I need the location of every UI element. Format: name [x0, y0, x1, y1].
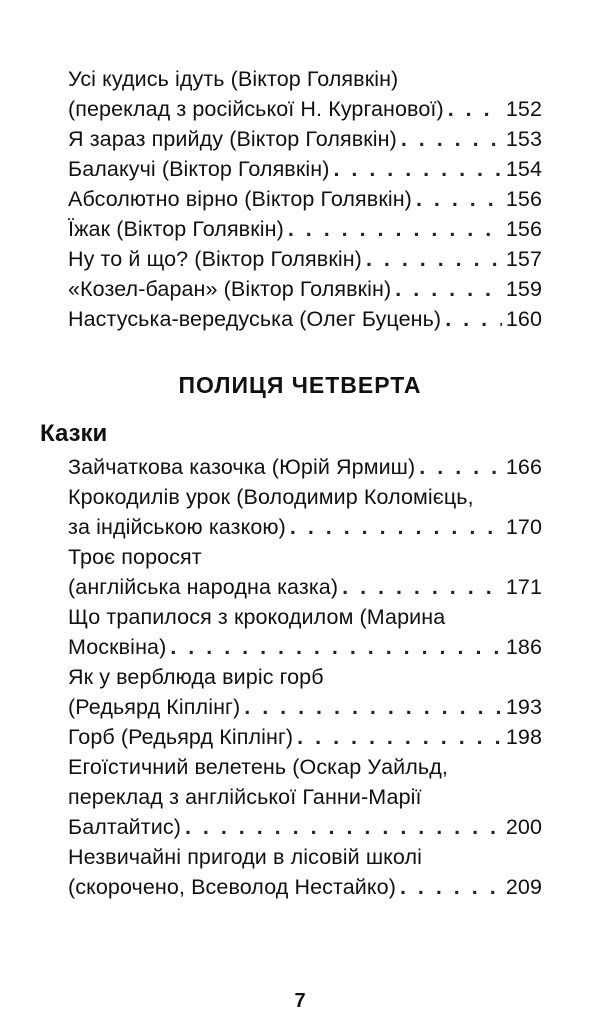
toc-entry-page: 198 [505, 725, 542, 749]
toc-entry [68, 124, 542, 154]
toc-entry-title: (скорочено, Всеволод Нестайко) [68, 875, 396, 899]
subsection-heading: Казки [40, 420, 108, 447]
toc-entry-title: Їжак (Віктор Голявкін) [68, 217, 284, 241]
toc-entry-page: 171 [505, 575, 542, 599]
toc-entry-title: за індійською казкою) [68, 515, 286, 539]
toc-entry-text-line: Егоїстичний велетень (Оскар Уайльд, [68, 755, 448, 779]
toc-entry-title: (Редьярд Кіплінг) [68, 695, 241, 719]
toc-entry [68, 304, 542, 334]
page-number: 7 [294, 990, 306, 1012]
dot-leader [290, 512, 502, 542]
toc-entry-leader-line [68, 274, 542, 304]
toc-entry-title: Балакучі (Віктор Голявкін) [68, 157, 330, 181]
toc-entry-title: Настуська-вередуська (Олег Буцень) [68, 307, 442, 331]
toc-entry-title: Зайчаткова казочка (Юрій Ярмиш) [68, 455, 416, 479]
toc-entry [68, 274, 542, 304]
toc-entry-title: (англійська народна казка) [68, 575, 339, 599]
toc-entry-title: Горб (Редьярд Кіплінг) [68, 725, 294, 749]
toc-entry-page: 186 [505, 635, 542, 659]
toc-entry-text-line: Що трапилося з крокодилом (Марина [68, 605, 446, 629]
toc-entry-leader-line [68, 692, 542, 722]
toc-entry-text-line: Незвичайні пригоди в лісовій школі [68, 845, 423, 869]
dot-leader [445, 304, 502, 334]
toc-entry-page: 157 [505, 247, 542, 271]
dot-leader [170, 632, 501, 662]
section-heading: ПОЛИЦЯ ЧЕТВЕРТА [178, 372, 422, 398]
toc-entry-leader-line [68, 154, 542, 184]
toc-entry [68, 214, 542, 244]
toc-entry [68, 452, 542, 482]
toc-entry-page: 170 [505, 515, 542, 539]
toc-entry-text-line: Крокодилів урок (Володимир Коломієць, [68, 485, 474, 509]
toc-entry-leader-line [68, 244, 542, 274]
toc-entry-page: 193 [505, 695, 542, 719]
toc-entry-text-line: Як у верблюда виріс горб [68, 665, 324, 689]
toc-entry-page: 156 [505, 187, 542, 211]
toc-entry-title: Балтайтис) [68, 815, 181, 839]
toc-entry-page: 159 [505, 277, 542, 301]
dot-leader [297, 722, 502, 752]
dot-leader [400, 872, 502, 902]
toc-entry-page: 166 [505, 455, 542, 479]
toc-entry-leader-line [68, 304, 542, 334]
dot-leader [395, 274, 502, 304]
toc-entry [68, 154, 542, 184]
toc-entry-title: Я зараз прийду (Віктор Голявкін) [68, 127, 397, 151]
toc-entry-leader-line [68, 124, 542, 154]
dot-leader [416, 184, 502, 214]
toc-list-bottom [68, 452, 542, 902]
toc-entry-page: 152 [505, 97, 542, 121]
dot-leader [448, 94, 502, 124]
dot-leader [366, 244, 502, 274]
toc-entry-page: 200 [505, 815, 542, 839]
dot-leader [333, 154, 501, 184]
dot-leader [288, 214, 502, 244]
toc-entry [68, 482, 542, 542]
dot-leader [401, 124, 502, 154]
toc-entry-leader-line [68, 452, 542, 482]
toc-entry [68, 542, 542, 602]
toc-entry-leader-line [68, 512, 542, 542]
toc-entry-title: Абсолютно вірно (Віктор Голявкін) [68, 187, 412, 211]
toc-entry-leader-line [68, 722, 542, 752]
toc-list-top [68, 64, 542, 334]
toc-entry-leader-line [68, 184, 542, 214]
toc-entry-text-line: переклад з англійської Ганни-Марії [68, 785, 422, 809]
toc-entry-title: Ну то й що? (Віктор Голявкін) [68, 247, 362, 271]
toc-entry-leader-line [68, 572, 542, 602]
toc-entry-leader-line [68, 632, 542, 662]
toc-entry-leader-line [68, 812, 542, 842]
toc-entry-leader-line [68, 94, 542, 124]
toc-entry-page: 160 [505, 307, 542, 331]
toc-entry-title: «Козел-баран» (Віктор Голявкін) [68, 277, 392, 301]
toc-entry-title: Москвіна) [68, 635, 167, 659]
dot-leader [342, 572, 502, 602]
dot-leader [419, 452, 502, 482]
toc-entry-page: 154 [505, 157, 542, 181]
toc-entry [68, 244, 542, 274]
toc-entry-text-line: Троє поросят [68, 545, 202, 569]
toc-entry-leader-line [68, 214, 542, 244]
toc-entry [68, 184, 542, 214]
toc-entry [68, 752, 542, 842]
toc-entry-leader-line [68, 872, 542, 902]
toc-entry-page: 153 [505, 127, 542, 151]
dot-leader [185, 812, 502, 842]
toc-entry [68, 662, 542, 722]
toc-entry-page: 156 [505, 217, 542, 241]
toc-entry [68, 842, 542, 902]
toc-entry [68, 602, 542, 662]
toc-entry [68, 722, 542, 752]
toc-entry-text-line: Усі кудись ідуть (Віктор Голявкін) [68, 67, 399, 91]
toc-entry [68, 64, 542, 124]
toc-entry-title: (переклад з російської Н. Курганової) [68, 97, 444, 121]
dot-leader [244, 692, 502, 722]
toc-entry-page: 209 [505, 875, 542, 899]
